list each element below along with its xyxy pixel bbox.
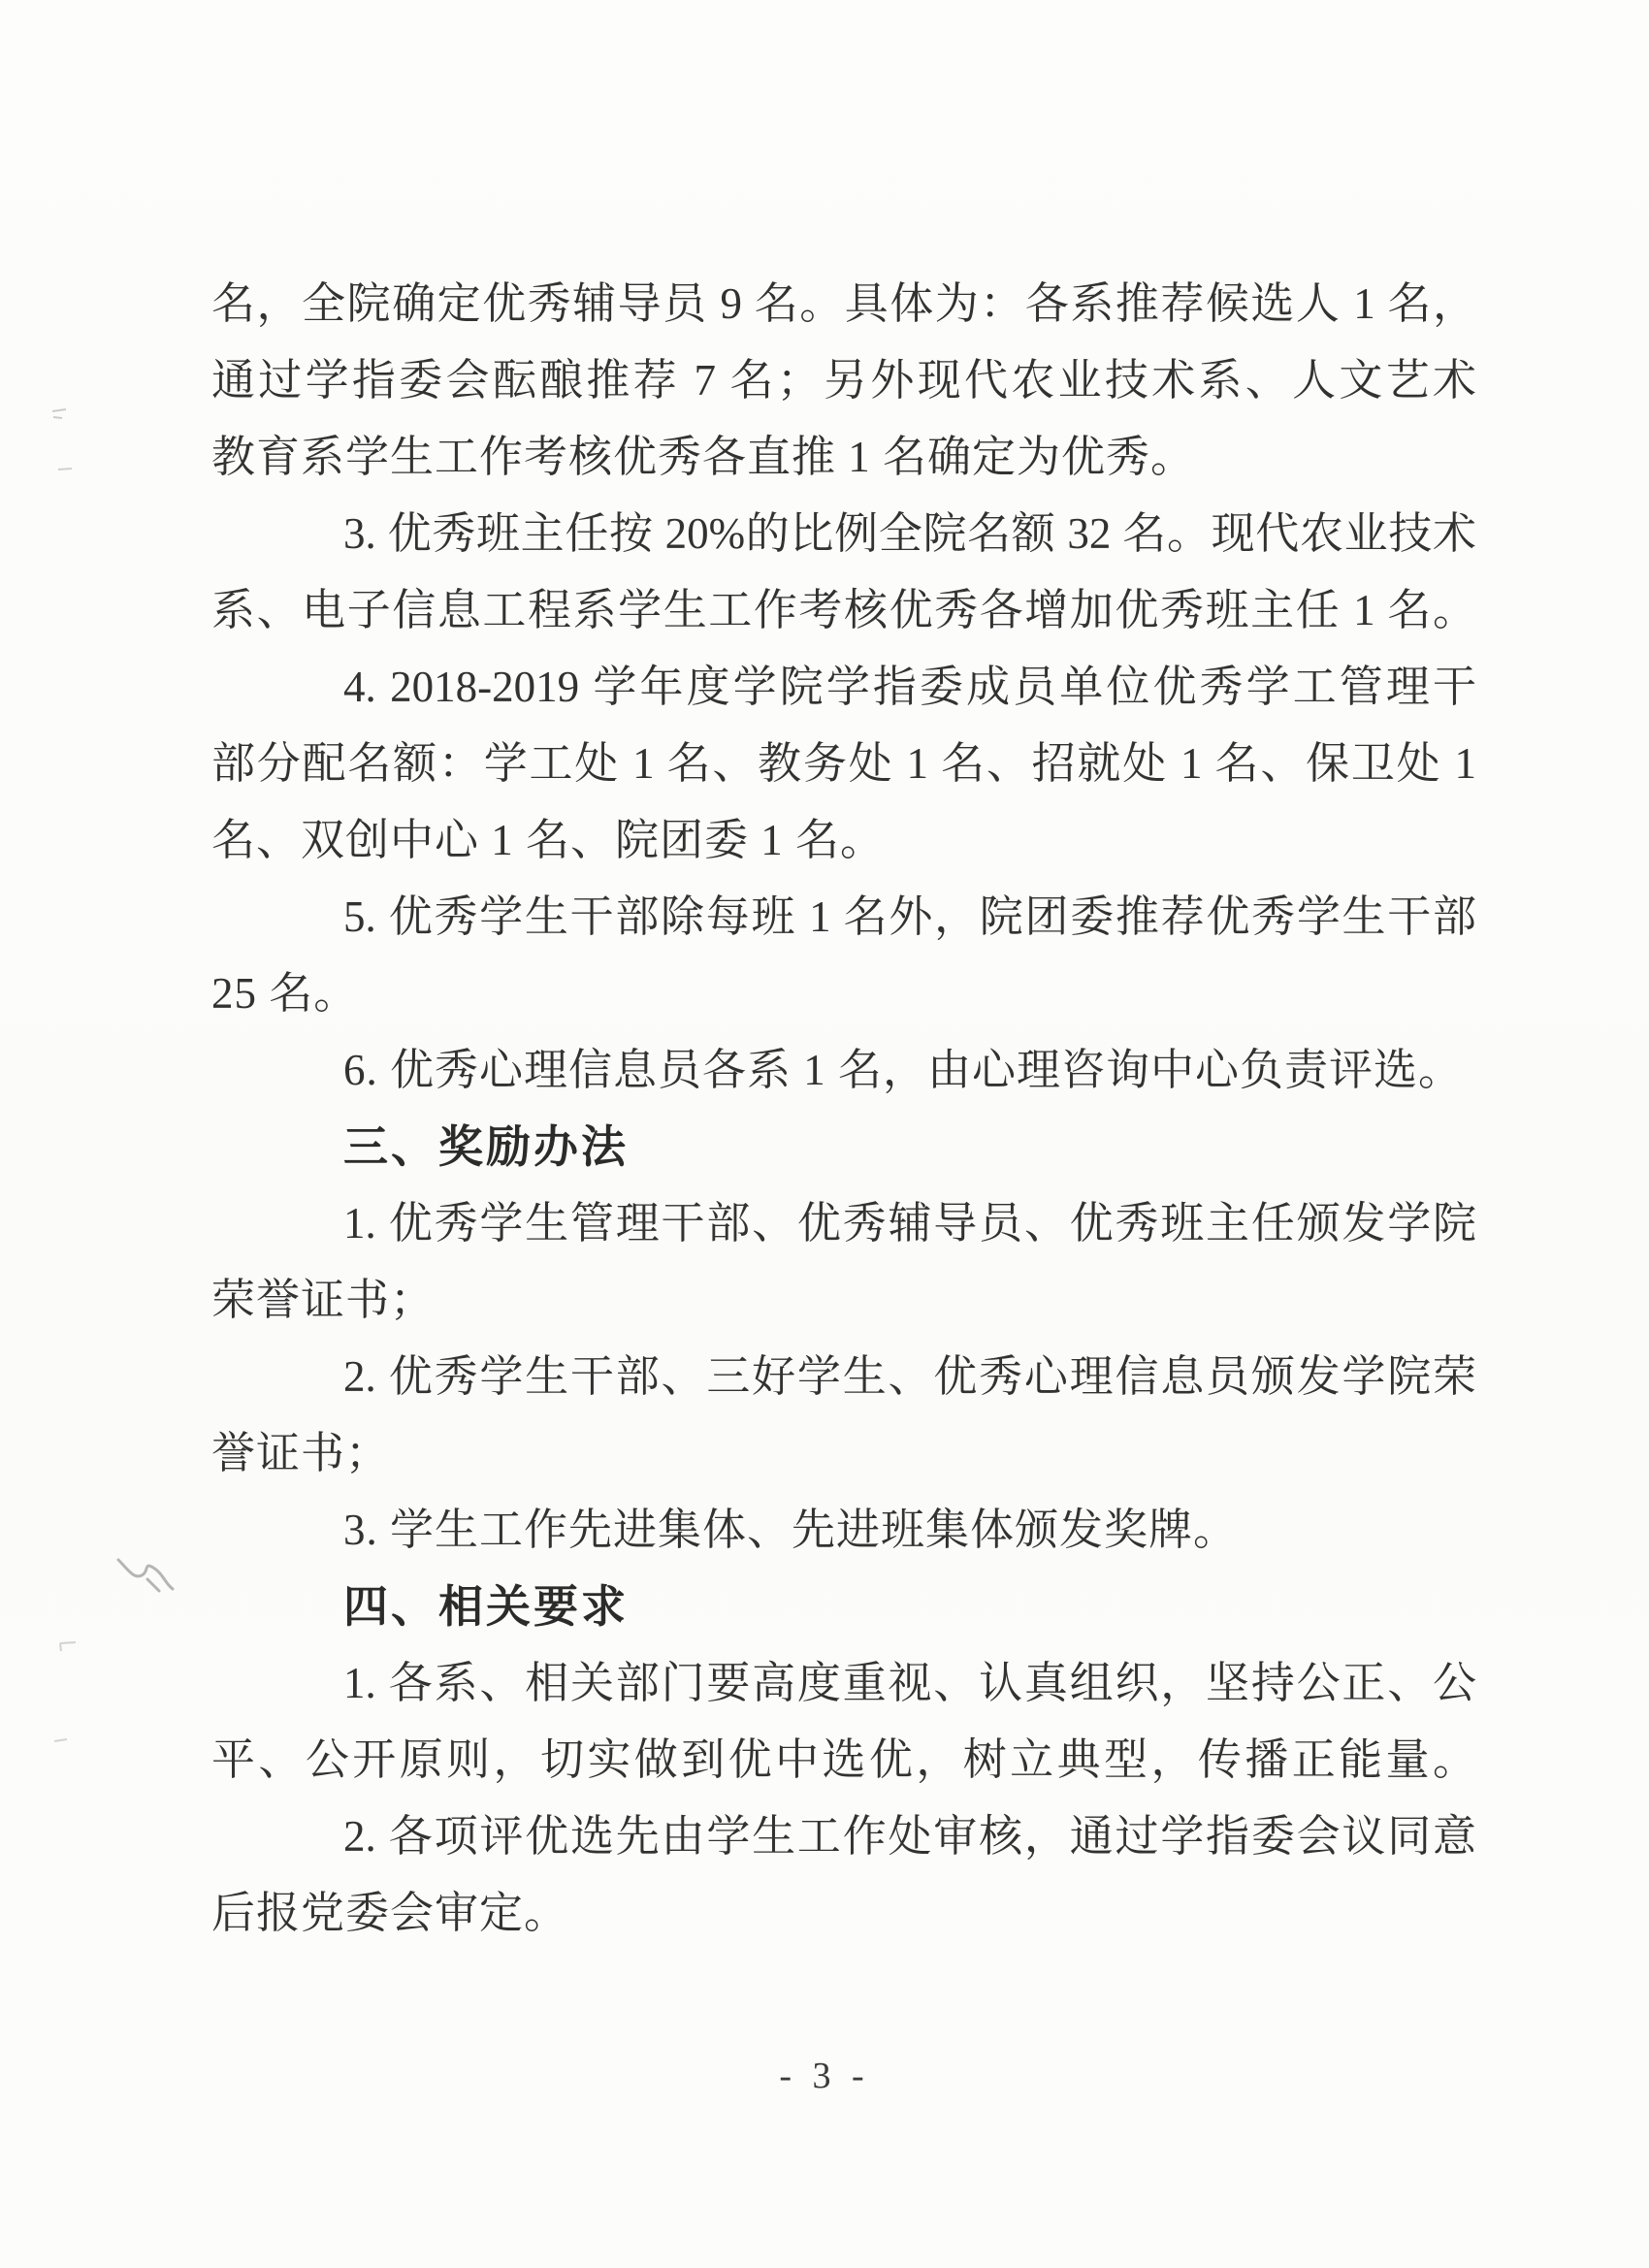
text-line: 5. 优秀学生干部除每班 1 名外，院团委推荐优秀学生干部 <box>343 892 1476 941</box>
text-line: 25 名。 <box>211 969 359 1018</box>
text-line: 1. 优秀学生管理干部、优秀辅导员、优秀班主任颁发学院 <box>343 1199 1476 1247</box>
text-line: 教育系学生工作考核优秀各直推 1 名确定为优秀。 <box>211 433 1196 481</box>
text-line: 系、电子信息工程系学生工作考核优秀各增加优秀班主任 1 名。 <box>211 586 1476 634</box>
text-line: 6. 优秀心理信息员各系 1 名，由心理咨询中心负责评选。 <box>343 1046 1464 1094</box>
page-number: - 3 - <box>779 2056 870 2096</box>
text-line: 名，全院确定优秀辅导员 9 名。具体为：各系推荐候选人 1 名， <box>211 279 1476 328</box>
text-line: 通过学指委会酝酿推荐 7 名；另外现代农业技术系、人文艺术 <box>211 356 1476 405</box>
text-line: 3. 学生工作先进集体、先进班集体颁发奖牌。 <box>343 1506 1239 1554</box>
text-line: 名、双创中心 1 名、院团委 1 名。 <box>211 816 886 864</box>
text-line: 部分配名额：学工处 1 名、教务处 1 名、招就处 1 名、保卫处 1 <box>211 739 1476 788</box>
document-lines <box>211 266 1476 1952</box>
text-line: 1. 各系、相关部门要高度重视、认真组织，坚持公正、公 <box>343 1659 1476 1707</box>
text-line: 四、相关要求 <box>343 1581 629 1632</box>
text-line: 3. 优秀班主任按 20%的比例全院名额 32 名。现代农业技术 <box>343 509 1476 558</box>
text-line: 平、公开原则，切实做到优中选优，树立典型，传播正能量。 <box>211 1735 1476 1784</box>
text-line: 2. 优秀学生干部、三好学生、优秀心理信息员颁发学院荣 <box>343 1352 1476 1401</box>
text-line: 后报党委会审定。 <box>211 1889 569 1937</box>
text-line: 誉证书； <box>211 1429 391 1477</box>
text-line: 荣誉证书； <box>211 1276 436 1324</box>
text-line: 2. 各项评优选先由学生工作处审核，通过学指委会议同意 <box>343 1812 1476 1861</box>
text-line: 三、奖励办法 <box>343 1121 629 1172</box>
text-line: 4. 2018-2019 学年度学院学指委成员单位优秀学工管理干 <box>343 663 1476 711</box>
